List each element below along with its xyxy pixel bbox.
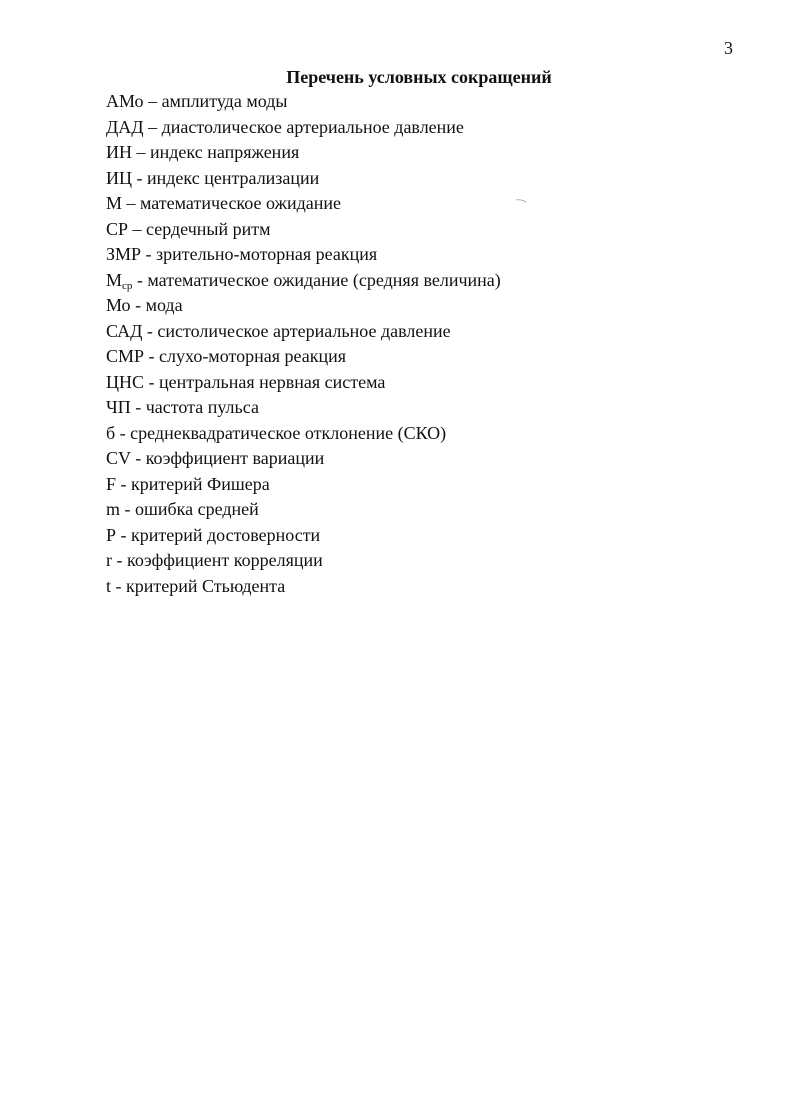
list-item bbox=[106, 395, 501, 421]
list-item bbox=[106, 140, 501, 166]
abbreviation-definition: сердечный ритм bbox=[146, 218, 271, 239]
abbreviation-definition: частота пульса bbox=[145, 397, 259, 417]
abbreviation-definition: индекс централизации bbox=[147, 167, 320, 188]
list-item bbox=[106, 268, 501, 294]
abbreviation-separator: – bbox=[143, 116, 162, 137]
abbreviation-separator: - bbox=[112, 550, 127, 570]
abbreviation-term: СМР bbox=[106, 346, 145, 366]
abbreviation-separator: - bbox=[144, 371, 160, 392]
abbreviation-term: ЦНС bbox=[106, 371, 145, 392]
abbreviation-definition: слухо-моторная реакция bbox=[159, 346, 346, 366]
list-item bbox=[106, 548, 501, 574]
abbreviation-separator: – bbox=[132, 142, 150, 162]
list-item bbox=[106, 217, 501, 243]
abbreviation-definition: систолическое артериальное давление bbox=[157, 320, 451, 341]
abbreviation-definition: диастолическое артериальное давление bbox=[161, 116, 464, 137]
abbreviation-definition: критерий Стьюдента bbox=[126, 575, 286, 596]
abbreviation-term: б bbox=[106, 422, 116, 443]
list-item bbox=[106, 242, 501, 268]
abbreviation-definition: ошибка средней bbox=[135, 499, 259, 519]
abbreviation-separator: - bbox=[132, 269, 148, 290]
abbreviation-term: Мо bbox=[106, 295, 131, 315]
abbreviation-term: М bbox=[106, 193, 123, 213]
list-item bbox=[106, 293, 501, 319]
abbreviation-separator: – bbox=[122, 193, 141, 213]
list-item bbox=[106, 523, 501, 549]
abbreviation-definition: центральная нервная система bbox=[159, 371, 386, 392]
abbreviation-term: Р bbox=[106, 524, 117, 545]
abbreviation-term: CV bbox=[106, 448, 131, 468]
list-item bbox=[106, 319, 501, 345]
abbreviation-term: ЗМР bbox=[106, 244, 142, 264]
abbreviation-separator: - bbox=[130, 295, 146, 315]
abbreviation-separator: – bbox=[143, 91, 162, 111]
abbreviation-definition: коэффициент корреляции bbox=[127, 550, 323, 570]
abbreviation-definition: коэффициент вариации bbox=[145, 448, 325, 468]
abbreviation-definition: критерий достоверности bbox=[131, 524, 321, 545]
list-item bbox=[106, 344, 501, 370]
list-item bbox=[106, 370, 501, 396]
abbreviation-term: САД bbox=[106, 320, 143, 341]
page-number: 3 bbox=[724, 38, 733, 58]
abbreviation-definition: математическое ожидание bbox=[140, 193, 341, 213]
list-item bbox=[106, 115, 501, 141]
abbreviation-definition: математическое ожидание (средняя величина) bbox=[147, 269, 501, 290]
abbreviation-term: АМо bbox=[106, 91, 144, 111]
abbreviation-list bbox=[106, 89, 501, 599]
abbreviation-definition: среднеквадратическое отклонение (СКО) bbox=[130, 422, 447, 443]
list-item bbox=[106, 472, 501, 498]
abbreviation-term: СР bbox=[106, 218, 129, 239]
abbreviation-separator: - bbox=[130, 397, 146, 417]
list-item bbox=[106, 421, 501, 447]
abbreviation-definition: критерий Фишера bbox=[131, 473, 270, 494]
abbreviation-term: m bbox=[106, 499, 121, 519]
abbreviation-term: F bbox=[106, 473, 117, 494]
abbreviation-separator: - bbox=[115, 422, 131, 443]
page-title: Перечень условных сокращений bbox=[286, 67, 552, 87]
abbreviation-term: М bbox=[106, 269, 123, 290]
abbreviation-separator: - bbox=[111, 575, 127, 596]
abbreviation-separator: – bbox=[128, 218, 147, 239]
abbreviation-term: t bbox=[106, 575, 112, 596]
abbreviation-term: ИН bbox=[106, 142, 132, 162]
abbreviation-term: ДАД bbox=[106, 116, 144, 137]
list-item bbox=[106, 497, 501, 523]
list-item bbox=[106, 89, 501, 115]
list-item bbox=[106, 574, 501, 600]
abbreviation-separator: - bbox=[142, 320, 158, 341]
list-item bbox=[106, 166, 501, 192]
abbreviation-definition: амплитуда моды bbox=[161, 91, 288, 111]
abbreviation-separator: - bbox=[130, 448, 146, 468]
abbreviation-definition: индекс напряжения bbox=[150, 142, 300, 162]
scan-speck-icon bbox=[515, 199, 527, 203]
abbreviation-separator: - bbox=[132, 167, 147, 188]
abbreviation-separator: - bbox=[144, 346, 160, 366]
abbreviation-subscript: ср bbox=[122, 279, 133, 292]
abbreviation-term: r bbox=[106, 550, 112, 570]
abbreviation-term: ЧП bbox=[106, 397, 131, 417]
abbreviation-definition: зрительно-моторная реакция bbox=[156, 244, 378, 264]
abbreviation-separator: - bbox=[116, 473, 132, 494]
abbreviation-separator: - bbox=[120, 499, 136, 519]
abbreviation-separator: - bbox=[141, 244, 157, 264]
abbreviation-separator: - bbox=[116, 524, 132, 545]
list-item bbox=[106, 446, 501, 472]
abbreviation-term: ИЦ bbox=[106, 167, 132, 188]
list-item bbox=[106, 191, 501, 217]
abbreviation-definition: мода bbox=[145, 295, 183, 315]
